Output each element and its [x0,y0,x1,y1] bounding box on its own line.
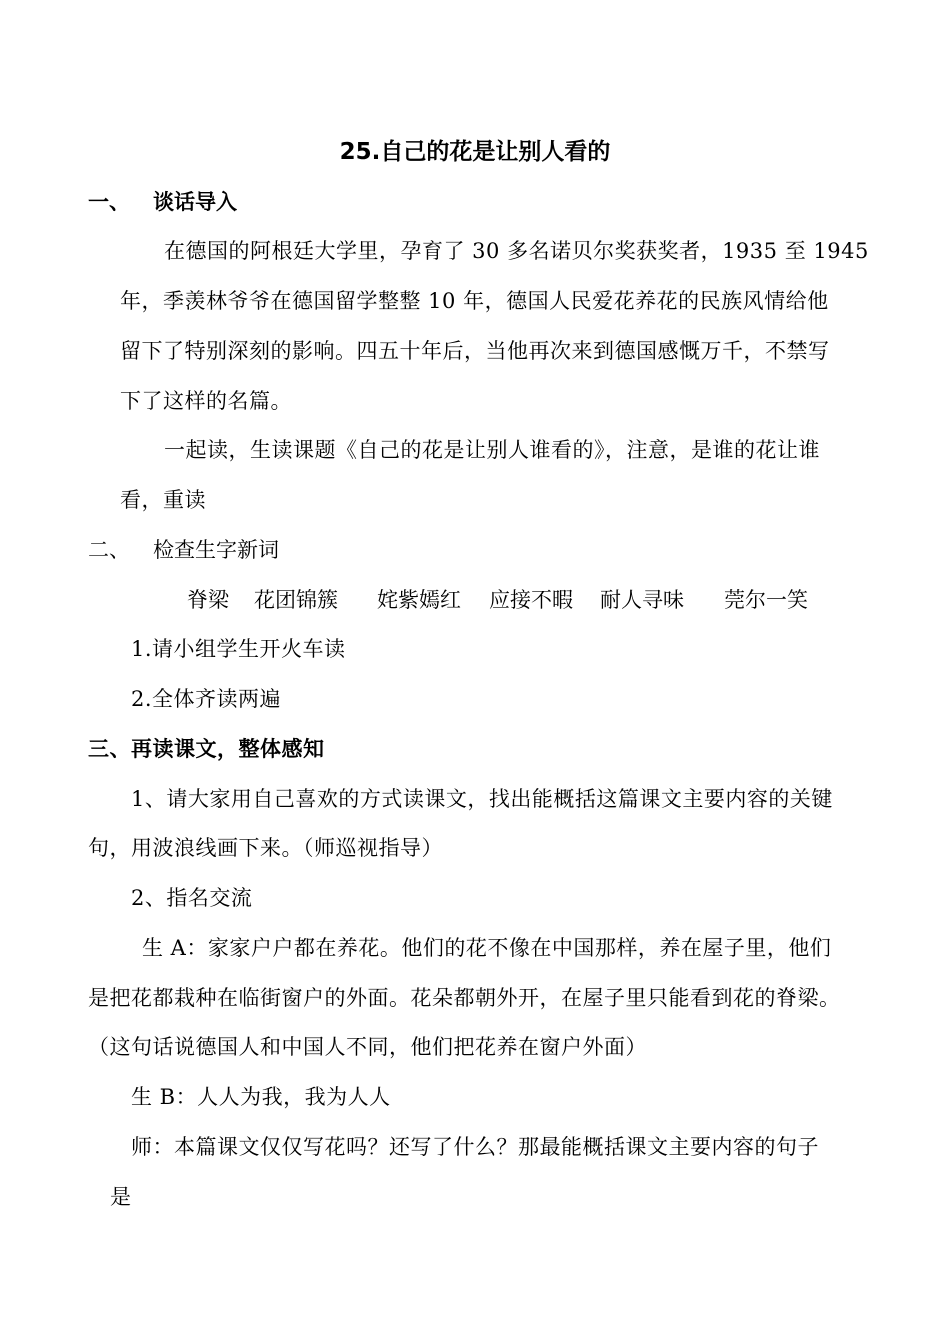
section3-item1-line2: 句，用波浪线画下来。（师巡视指导） [88,836,443,860]
vocab-word-2: 花团锦簇 [254,588,338,612]
teacher-line1: 师：本篇课文仅仅写花吗？还写了什么？那最能概括课文主要内容的句子 [131,1135,819,1159]
vocab-word-5: 耐人寻味 [600,588,684,612]
section1-number: 一、 [88,189,130,214]
section2-heading: 检查生字新词 [153,538,279,562]
section1-para1-line1: 在德国的阿根廷大学里，孕育了 30 多名诺贝尔奖获奖者，1935 至 1945 [164,239,869,263]
student-a-line3: （这句话说德国人和中国人不同，他们把花养在窗户外面） [88,1035,647,1059]
vocab-word-1: 脊梁 [187,588,229,612]
section1-heading: 谈话导入 [153,189,237,214]
teacher-line2: 是 [110,1185,132,1209]
section2-item1: 1.请小组学生开火车读 [131,637,346,661]
section3-heading: 三、再读课文，整体感知 [88,736,325,761]
section1-para2-line2: 看，重读 [120,488,206,512]
section3-item1-line1: 1、请大家用自己喜欢的方式读课文，找出能概括这篇课文主要内容的关键 [131,787,833,811]
student-a-line1: 生 A：家家户户都在养花。他们的花不像在中国那样，养在屋子里，他们 [142,936,832,960]
section3-item2: 2、指名交流 [131,886,253,910]
vocab-word-6: 莞尔一笑 [724,588,808,612]
section2-number: 二、 [88,538,130,562]
vocab-word-3: 姹紫嫣红 [377,588,461,612]
section1-para1-line4: 下了这样的名篇。 [120,389,292,413]
section1-para2-line1: 一起读，生读课题《自己的花是让别人谁看的》，注意，是谁的花让谁 [164,438,820,462]
page-title: 25.自己的花是让别人看的 [339,139,611,165]
section2-item2: 2.全体齐读两遍 [131,687,282,711]
section1-para1-line2: 年，季羡林爷爷在德国留学整整 10 年，德国人民爱花养花的民族风情给他 [120,289,829,313]
vocab-word-4: 应接不暇 [489,588,573,612]
section1-para1-line3: 留下了特别深刻的影响。四五十年后，当他再次来到德国感慨万千，不禁写 [120,339,830,363]
student-a-line2: 是把花都栽种在临街窗户的外面。花朵都朝外开，在屋子里只能看到花的脊梁。 [88,986,841,1010]
student-b: 生 B：人人为我，我为人人 [131,1085,391,1109]
